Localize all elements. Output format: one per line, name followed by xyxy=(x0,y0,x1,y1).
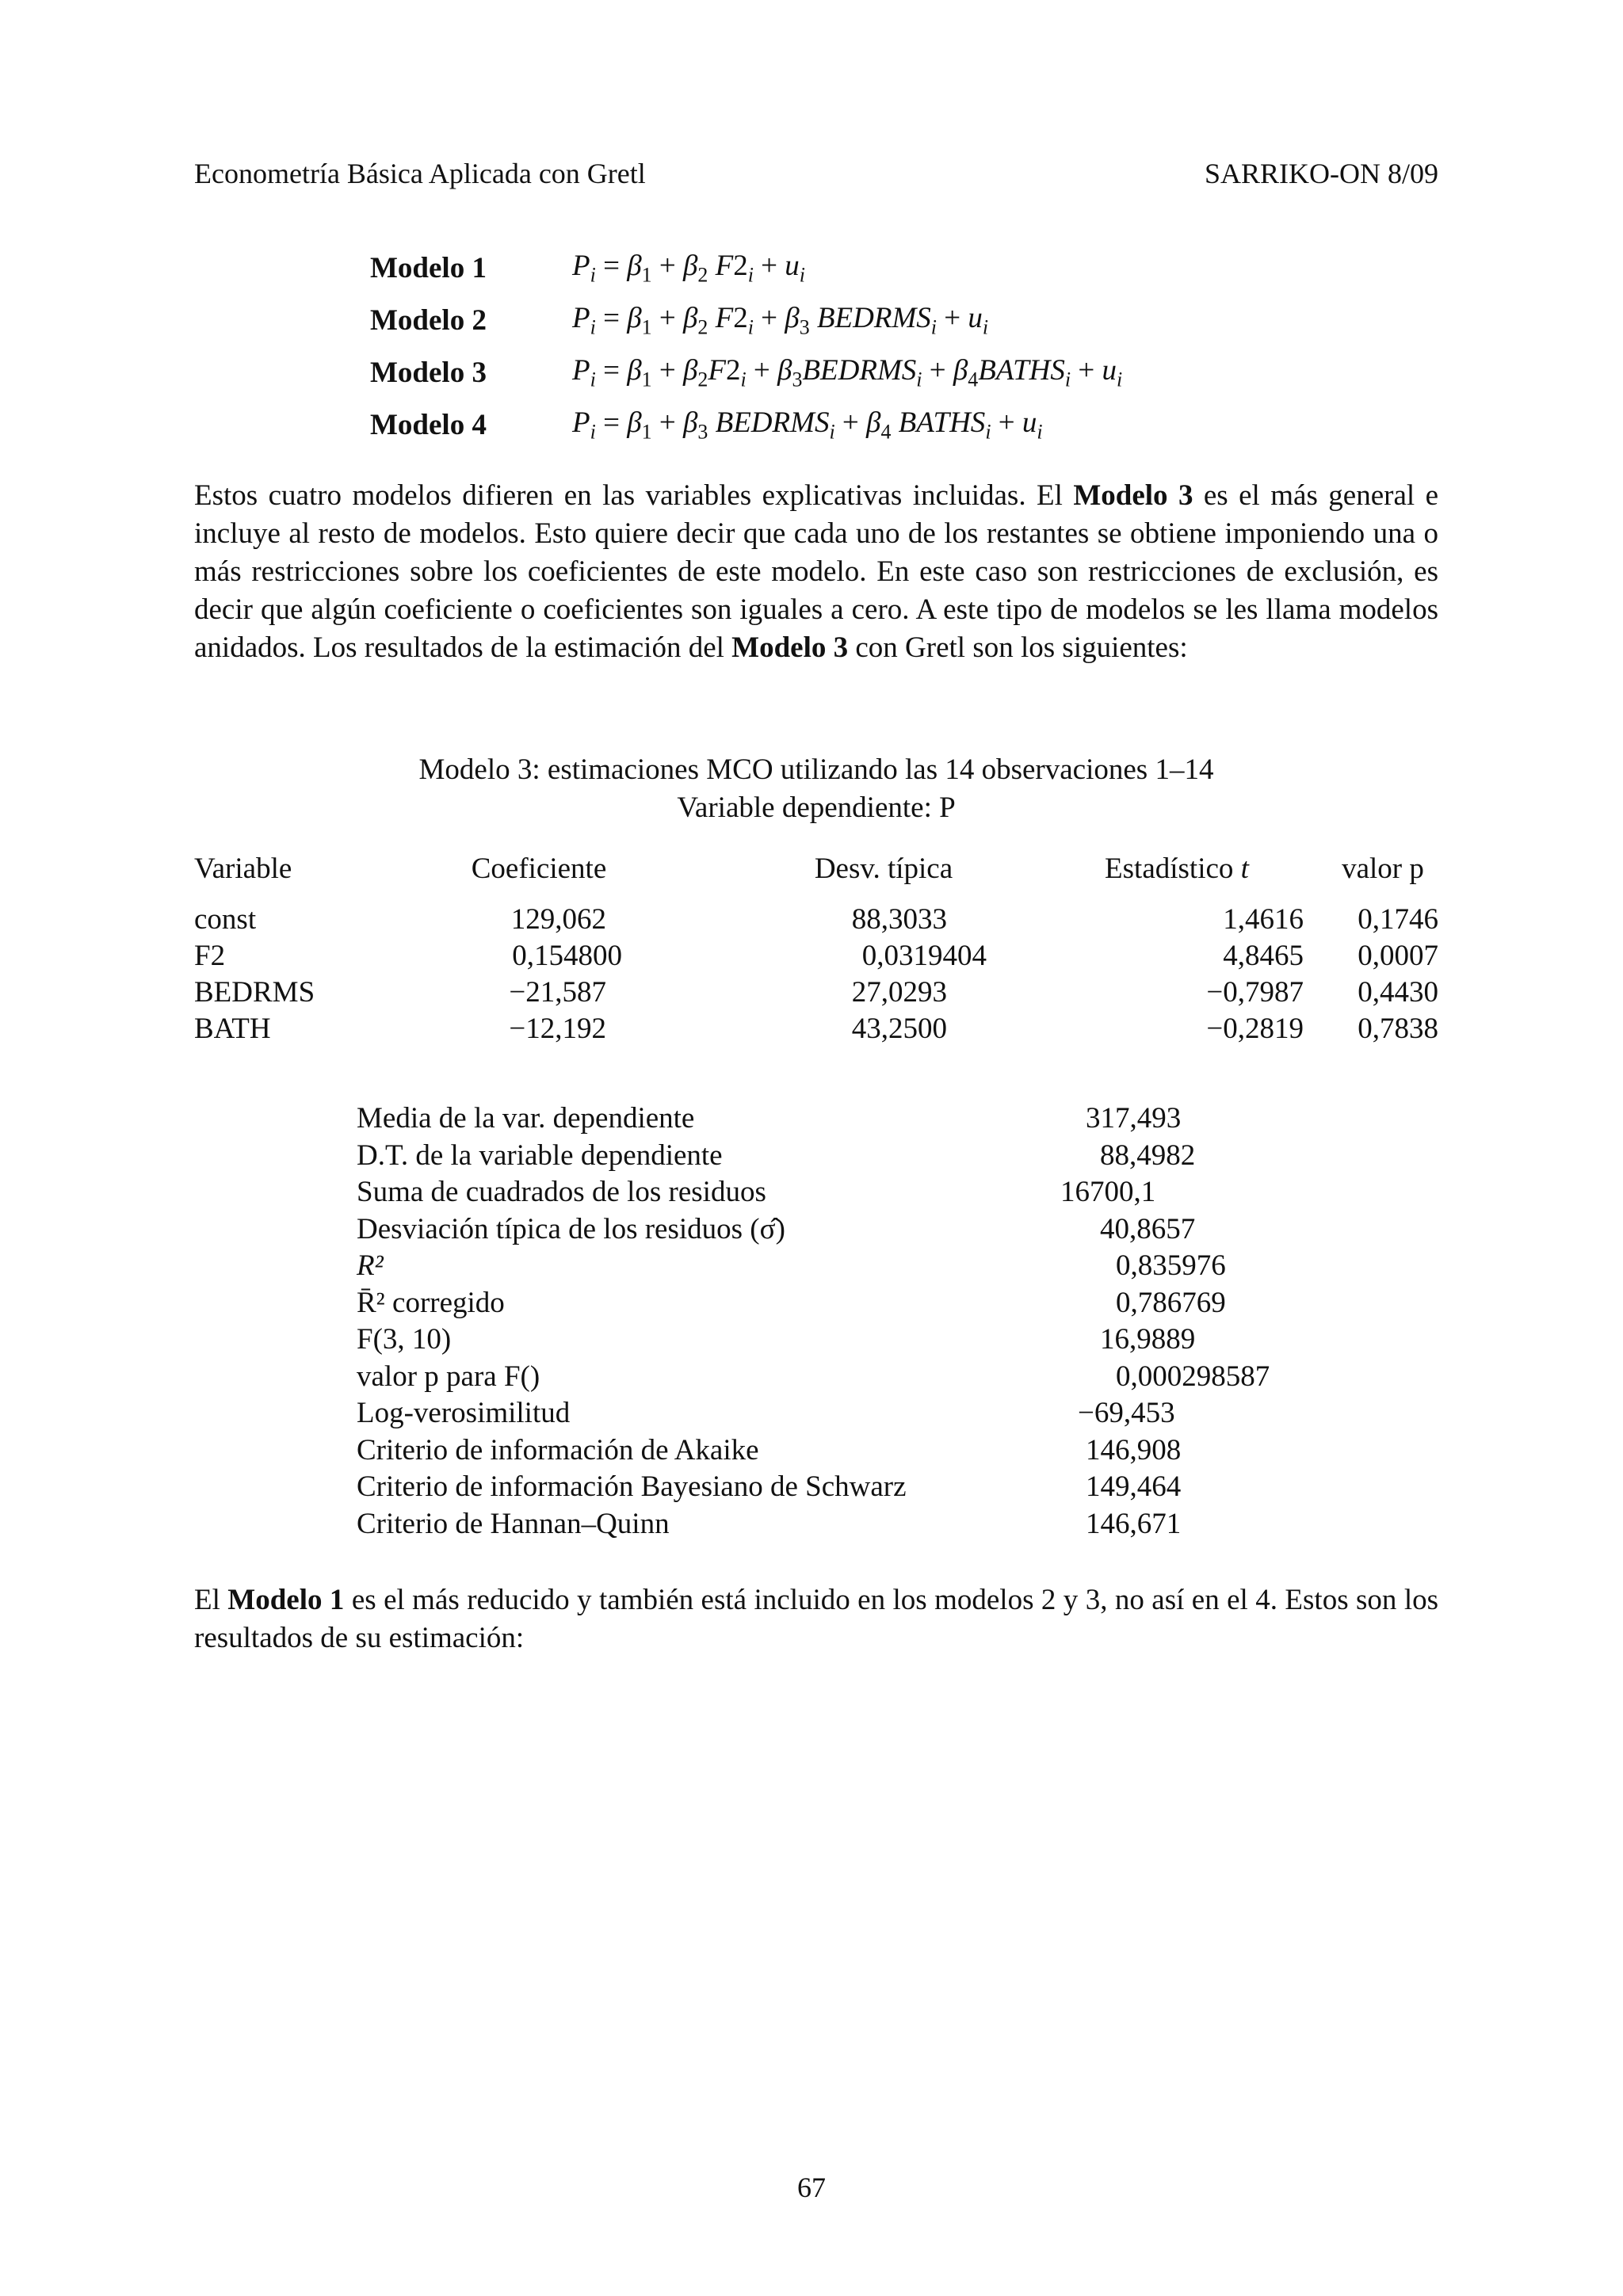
table-row xyxy=(194,975,1438,1012)
header-tstat-italic: t xyxy=(1240,852,1249,885)
model-label: Modelo 4 xyxy=(370,408,487,441)
stat-label: D.T. de la variable dependiente xyxy=(357,1138,723,1172)
stat-row xyxy=(357,1322,1308,1360)
model-1-equation: $P_i = \beta_1 + \beta_2$ $F2_i + u_i$ xyxy=(572,249,805,287)
summary-statistics xyxy=(357,1101,1308,1543)
stat-label: F(3, 10) xyxy=(357,1323,452,1356)
cell-se: 43,2500 xyxy=(851,1013,947,1045)
model-1-row xyxy=(370,242,1122,294)
table-row xyxy=(194,1012,1438,1048)
body-paragraph xyxy=(194,1581,1438,1657)
paragraph-bold: Modelo 3 xyxy=(1073,479,1193,512)
header-pvalue: valor p xyxy=(1342,852,1424,885)
running-header-title: Econometría Básica Aplicada con Gretl xyxy=(194,158,646,189)
stat-label: R² xyxy=(357,1249,384,1282)
stat-row xyxy=(357,1249,1308,1286)
cell-variable: F2 xyxy=(194,940,226,972)
body-paragraph xyxy=(194,477,1438,667)
cell-coef: 129,062 xyxy=(510,903,606,936)
stat-row xyxy=(357,1396,1308,1433)
stat-value: 40,8657 xyxy=(1100,1212,1196,1245)
paragraph-text: con Gretl son los siguientes: xyxy=(848,631,1188,664)
cell-se: 88,3033 xyxy=(851,903,947,936)
model-4-equation: $P_i = \beta_1 + \beta_3$ $BEDRMS_i + \beta_4$ $BATHS_i + u_i$ xyxy=(572,406,1043,444)
header-tstat-text: Estadístico xyxy=(1105,852,1241,885)
stat-value: 0,786769 xyxy=(1116,1286,1226,1319)
stat-label: Criterio de información Bayesiano de Schwarz xyxy=(357,1470,907,1503)
model-label: Modelo 2 xyxy=(370,303,487,337)
stat-row xyxy=(357,1360,1308,1397)
model-equations xyxy=(370,242,1122,451)
stat-label: Desviación típica de los residuos (σ̂) xyxy=(357,1212,785,1245)
coefficient-table xyxy=(194,852,1438,1048)
stat-label: Criterio de información de Akaike xyxy=(357,1433,759,1466)
cell-t: −0,7987 xyxy=(1206,976,1304,1009)
paragraph-text: El xyxy=(194,1584,228,1616)
cell-se: 0,0319404 xyxy=(861,940,987,972)
stat-row xyxy=(357,1101,1308,1138)
stat-row xyxy=(357,1212,1308,1249)
caption-line: Modelo 3: estimaciones MCO utilizando las 14 observaciones 1–14 xyxy=(418,753,1214,786)
header-se: Desv. típica xyxy=(814,852,953,885)
cell-p: 0,0007 xyxy=(1358,940,1438,972)
cell-t: 1,4616 xyxy=(1223,903,1304,936)
cell-se: 27,0293 xyxy=(851,976,947,1009)
cell-variable: const xyxy=(194,903,257,936)
model-3-row xyxy=(370,346,1122,399)
model-2-row xyxy=(370,294,1122,346)
stat-row xyxy=(357,1507,1308,1544)
stat-value: 149,464 xyxy=(1086,1470,1182,1503)
page-number: 67 xyxy=(797,2172,826,2203)
stat-row xyxy=(357,1138,1308,1176)
stat-row xyxy=(357,1470,1308,1507)
model-3-equation: $P_i = \beta_1 + \beta_2F2_i$ + $\beta_3BEDRMS_i$ + $\beta_4BATHS_i + u_i$ xyxy=(572,353,1123,391)
stat-label: Criterio de Hannan–Quinn xyxy=(357,1507,670,1540)
table-row xyxy=(194,939,1438,975)
caption-line: Variable dependiente: P xyxy=(677,791,956,824)
paragraph-bold: Modelo 1 xyxy=(227,1584,345,1616)
stat-label: R̄² corregido xyxy=(357,1286,505,1319)
stat-row xyxy=(357,1175,1308,1212)
stat-value: −69,453 xyxy=(1078,1397,1175,1429)
paragraph-text: es el más general e incluye al resto de modelos. Esto quiere decir que cada uno de los restantes se obtiene imponiendo una o más restricciones sobre los coeficientes de este modelo. En este caso son restricciones de exclusión, es decir que algún coeficiente o coeficientes son iguales a cero. A este tipo de modelos se les llama modelos anidados. Los resultados de la estimación del xyxy=(194,479,1439,664)
header-variable: Variable xyxy=(194,852,292,885)
cell-coef: −21,587 xyxy=(509,976,606,1009)
stat-value: 88,4982 xyxy=(1100,1138,1196,1172)
model-label: Modelo 1 xyxy=(370,251,487,284)
cell-p: 0,4430 xyxy=(1358,976,1438,1009)
header-tstat xyxy=(1058,852,1296,886)
paragraph-text: es el más reducido y también está incluido en los modelos 2 y 3, no así en el 4. Estos son los resultados de su estimación: xyxy=(194,1584,1438,1654)
stat-value: 16700,1 xyxy=(1060,1176,1156,1208)
cell-t: −0,2819 xyxy=(1206,1013,1304,1045)
paragraph-bold: Modelo 3 xyxy=(731,631,849,664)
cell-coef: 0,154800 xyxy=(512,940,622,972)
table-caption xyxy=(194,751,1438,827)
stat-label: valor p para F() xyxy=(357,1360,540,1393)
stat-row xyxy=(357,1286,1308,1323)
model-4-row xyxy=(370,399,1122,451)
table-row xyxy=(194,902,1438,939)
running-header-series: SARRIKO-ON 8/09 xyxy=(1204,158,1438,189)
stat-value: 16,9889 xyxy=(1100,1323,1196,1356)
cell-variable: BEDRMS xyxy=(194,976,315,1009)
cell-variable: BATH xyxy=(194,1013,271,1045)
model-label: Modelo 3 xyxy=(370,356,487,389)
stat-row xyxy=(357,1433,1308,1470)
stat-label: Suma de cuadrados de los residuos xyxy=(357,1176,766,1208)
stat-value: 0,000298587 xyxy=(1116,1360,1270,1393)
stat-value: 0,835976 xyxy=(1116,1249,1226,1282)
stat-value: 146,908 xyxy=(1086,1433,1182,1466)
stat-label: Media de la var. dependiente xyxy=(357,1102,695,1135)
table-header-row xyxy=(194,852,1438,902)
header-coef: Coeficiente xyxy=(471,852,607,885)
stat-value: 317,493 xyxy=(1086,1102,1182,1135)
stat-value: 146,671 xyxy=(1086,1507,1182,1540)
cell-p: 0,7838 xyxy=(1358,1013,1438,1045)
cell-p: 0,1746 xyxy=(1358,903,1438,936)
stat-label: Log-verosimilitud xyxy=(357,1397,571,1429)
cell-t: 4,8465 xyxy=(1223,940,1304,972)
model-2-equation: $P_i = \beta_1 + \beta_2$ $F2_i + \beta_3$ $BEDRMS_i + u_i$ xyxy=(572,301,989,339)
cell-coef: −12,192 xyxy=(509,1013,606,1045)
paragraph-text: Estos cuatro modelos difieren en las variables explicativas incluidas. El xyxy=(194,479,1074,512)
